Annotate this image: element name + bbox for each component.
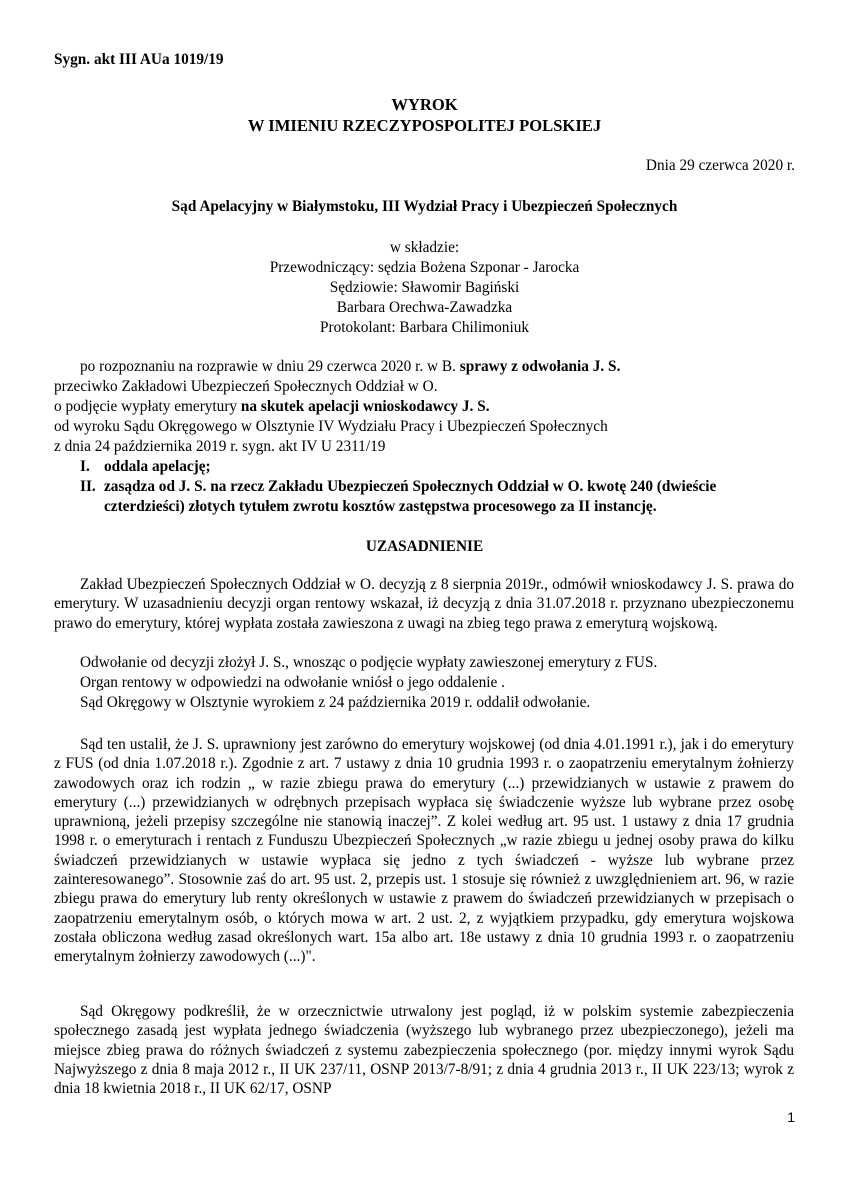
order-text: zasądza od J. S. na rzecz Zakładu Ubezpieczeń Społecznych Oddział w O. kwotę 240 (dwieście: [104, 478, 717, 495]
paragraph: Zakład Ubezpieczeń Społecznych Oddział w O. decyzją z 8 sierpnia 2019r., odmówił wnioskodawcy J. S. prawa do emerytury. W uzasadnieniu decyzji organ rentowy wskazał, iż decyzją z dnia 31.07.2018 r. przyznano ubezpieczonemu prawo do emerytury, której wypłata została zawieszona z uwagi na zbieg tego prawa z emeryturą wojskową.: [54, 576, 794, 632]
intro-text: o podjęcie wypłaty emerytury: [54, 398, 241, 415]
order-item: [80, 477, 716, 496]
panel-chair: Przewodniczący: sędzia Bożena Szponar - Jarocka: [269, 259, 580, 276]
intro-line-3: [54, 397, 490, 416]
panel-intro: w składzie:: [389, 239, 460, 256]
intro-line-4: od wyroku Sądu Okręgowego w Olsztynie IV Wydziału Pracy i Ubezpieczeń Społecznych: [54, 418, 608, 435]
judgment-date: Dnia 29 czerwca 2020 r.: [645, 157, 795, 174]
intro-appeal: na skutek apelacji wnioskodawcy J. S.: [240, 398, 490, 415]
order-text-continued: czterdzieści) złotych tytułem zwrotu kosztów zastępstwa procesowego za II instancję.: [104, 498, 657, 515]
paragraph: Sąd ten ustalił, że J. S. uprawniony jest zarówno do emerytury wojskowej (od dnia 4.01.1991 r.), jak i do emerytury z FUS (od dnia 1.07.2018 r.). Zgodnie z art. 7 ustawy z dnia 10 grudnia 1993 r. o zaopatrzeniu emerytalnym żołnierzy zawodowych oraz ich rodzin „ w razie zbiegu prawa do emerytury (...) przewidzianych w ustawie z prawem do emerytury (...) przewidzianych w odrębnych przepisach wypłaca się świadczenie wyższe lub wybrane przez osobę uprawnioną, jeżeli przepisy szczególne nie stanowią inaczej”. Z kolei według art. 95 ust. 1 ustawy z dnia 17 grudnia 1998 r. o emeryturach i rentach z Funduszu Ubezpieczeń Społecznych „w razie zbiegu u jednej osoby prawa do kilku świadczeń przewidzianych w ustawie wypłaca się jedno z tych świadczeń - wyższe lub wybrane przez zainteresowanego”. Stosownie zaś do art. 95 ust. 2, przepis ust. 1 stosuje się również z uwzględnieniem art. 96, w razie zbiegu prawa do emerytury lub renty określonych w ustawie z prawem do świadczeń przewidzianych w przepisach o zaopatrzeniu emerytalnym osób, o których mowa w art. 2 ust. 2, z wyjątkiem przypadku, gdy emerytura wojskowa została obliczona według zasad określonych wart. 15a albo art. 18e ustawy z dnia 10 grudnia 1993 r. o zaopatrzeniu emerytalnym żołnierzy zawodowych (...)".: [54, 736, 794, 966]
panel-judge-2: Barbara Orechwa-Zawadzka: [336, 299, 513, 316]
paragraph: Sąd Okręgowy w Olsztynie wyrokiem z 24 października 2019 r. oddalił odwołanie.: [80, 694, 591, 711]
paragraph: Sąd Okręgowy podkreślił, że w orzecznictwie utrwalony jest pogląd, iż w polskim systemie zabezpieczenia społecznego zasadą jest wypłata jednego świadczenia (wyższego lub wybranego przez ubezpieczonego), jeżeli ma miejsce zbieg prawa do różnych świadczeń z systemu zabezpieczenia społecznego (por. między innymi wyrok Sądu Najwyższego z dnia 8 maja 2012 r., II UK 237/11, OSNP 2013/7-8/91; z dnia 4 grudnia 2013 r., II UK 223/13; wyrok z dnia 18 kwietnia 2018 r., II UK 62/17, OSNP: [54, 1003, 794, 1098]
order-number: I.: [80, 458, 90, 475]
order-text: oddala apelację;: [104, 458, 211, 475]
court-name: Sąd Apelacyjny w Białymstoku, III Wydział Pracy i Ubezpieczeń Społecznych: [171, 198, 678, 215]
judgment-subtitle: W IMIENIU RZECZYPOSPOLITEJ POLSKIEJ: [247, 116, 602, 135]
intro-line-2: przeciwko Zakładowi Ubezpieczeń Społecznych Oddział w O.: [54, 378, 438, 395]
order-number: II.: [80, 478, 96, 495]
intro-line-5: z dnia 24 października 2019 r. sygn. akt IV U 2311/19: [54, 438, 386, 455]
panel-clerk: Protokolant: Barbara Chilimoniuk: [319, 319, 530, 336]
order-item: [80, 457, 211, 476]
panel-judges: Sędziowie: Sławomir Bagiński: [329, 279, 520, 296]
intro-text: po rozpoznaniu na rozprawie w dniu 29 czerwca 2020 r. w B.: [80, 358, 460, 375]
intro-case-subject: sprawy z odwołania J. S.: [459, 358, 621, 375]
paragraph: Organ rentowy w odpowiedzi na odwołanie wniósł o jego oddalenie .: [80, 674, 505, 691]
page-number: 1: [787, 1109, 795, 1125]
judgment-title: WYROK: [391, 95, 458, 114]
justification-heading: UZASADNIENIE: [365, 538, 484, 555]
case-number: Sygn. akt III AUa 1019/19: [54, 51, 224, 68]
intro-line-1: [80, 357, 620, 376]
paragraph: Odwołanie od decyzji złożył J. S., wnosząc o podjęcie wypłaty zawieszonej emerytury z FUS.: [80, 654, 658, 671]
